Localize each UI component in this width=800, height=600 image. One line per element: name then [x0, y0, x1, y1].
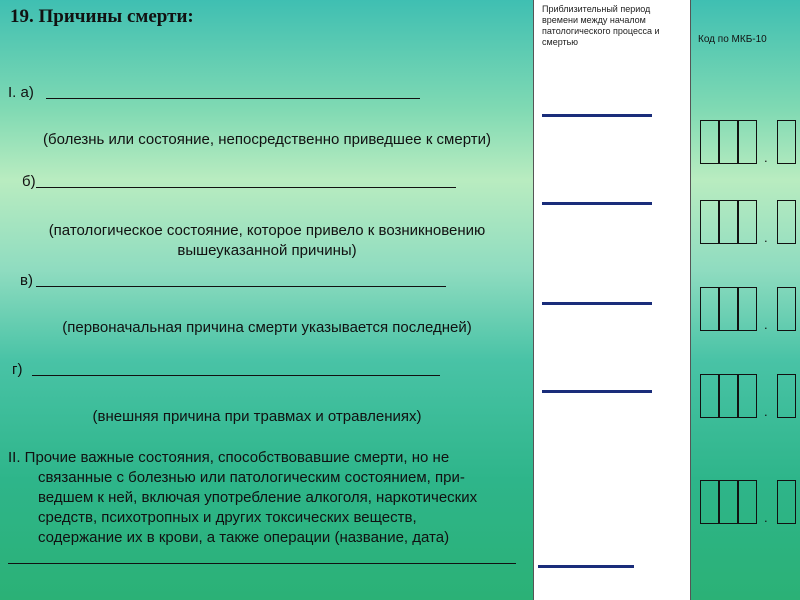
other-conditions-line-2: связанные с болезнью или патологическим состоянием, при-	[38, 469, 465, 486]
icd-code-header: Код по МКБ-10	[698, 34, 767, 45]
code-cell[interactable]	[700, 120, 719, 164]
other-conditions-text	[8, 448, 528, 548]
period-g-line[interactable]	[542, 390, 652, 393]
code-cell[interactable]	[719, 374, 738, 418]
other-conditions-line[interactable]	[8, 563, 516, 564]
code-cell[interactable]	[777, 374, 796, 418]
other-conditions-line-5: содержание их в крови, а также операции (название, дата)	[38, 529, 450, 546]
cause-b-line[interactable]	[36, 187, 456, 188]
code-cell[interactable]	[738, 480, 757, 524]
period-column	[533, 0, 691, 600]
code-cell[interactable]	[777, 480, 796, 524]
code-cell[interactable]	[700, 287, 719, 331]
code-cell[interactable]	[719, 200, 738, 244]
code-cell[interactable]	[777, 120, 796, 164]
cause-b-note-line1: (патологическое состояние, которое привело к возникновению	[48, 222, 486, 239]
icd-code-b[interactable]	[700, 200, 800, 246]
code-cell[interactable]	[719, 287, 738, 331]
cause-v-line[interactable]	[36, 286, 446, 287]
cause-b-label: б)	[22, 173, 36, 190]
icd-code-g[interactable]	[700, 374, 800, 420]
icd-code-a[interactable]	[700, 120, 800, 166]
cause-g-label: г)	[12, 361, 23, 378]
code-dot: .	[764, 230, 768, 245]
icd-code-other[interactable]	[700, 480, 800, 526]
period-header: Приблизительный период времени между началом патологического процесса и смертью	[542, 4, 660, 47]
code-cell[interactable]	[777, 287, 796, 331]
code-dot: .	[764, 510, 768, 525]
cause-v-note: (первоначальная причина смерти указывается последней)	[62, 319, 472, 336]
period-a-line[interactable]	[542, 114, 652, 117]
code-cell[interactable]	[700, 480, 719, 524]
cause-b-note-line2: вышеуказанной причины)	[177, 242, 357, 259]
code-cell[interactable]	[719, 120, 738, 164]
other-conditions-line-1: II. Прочие важные состояния, способствовавшие смерти, но не	[8, 449, 450, 466]
cause-v-label: в)	[20, 272, 33, 289]
period-other-line[interactable]	[538, 565, 634, 568]
code-dot: .	[764, 317, 768, 332]
period-b-line[interactable]	[542, 202, 652, 205]
code-cell[interactable]	[719, 480, 738, 524]
code-cell[interactable]	[738, 287, 757, 331]
code-cell[interactable]	[700, 200, 719, 244]
code-dot: .	[764, 404, 768, 419]
code-cell[interactable]	[700, 374, 719, 418]
code-cell[interactable]	[738, 200, 757, 244]
code-dot: .	[764, 150, 768, 165]
other-conditions-line-3: ведшем к ней, включая употребление алкоголя, наркотических	[38, 489, 478, 506]
cause-a-label: I. а)	[8, 84, 34, 101]
cause-a-line[interactable]	[46, 98, 420, 99]
icd-code-v[interactable]	[700, 287, 800, 333]
code-cell[interactable]	[738, 374, 757, 418]
section-title: 19. Причины смерти:	[10, 6, 194, 27]
code-cell[interactable]	[777, 200, 796, 244]
cause-g-note: (внешняя причина при травмах и отравлениях)	[92, 408, 422, 425]
period-v-line[interactable]	[542, 302, 652, 305]
cause-a-note: (болезнь или состояние, непосредственно приведшее к смерти)	[43, 131, 491, 148]
other-conditions-line-4: средств, психотропных и других токсических веществ,	[38, 509, 417, 526]
cause-g-line[interactable]	[32, 375, 440, 376]
icd-code-column	[690, 0, 800, 600]
code-cell[interactable]	[738, 120, 757, 164]
